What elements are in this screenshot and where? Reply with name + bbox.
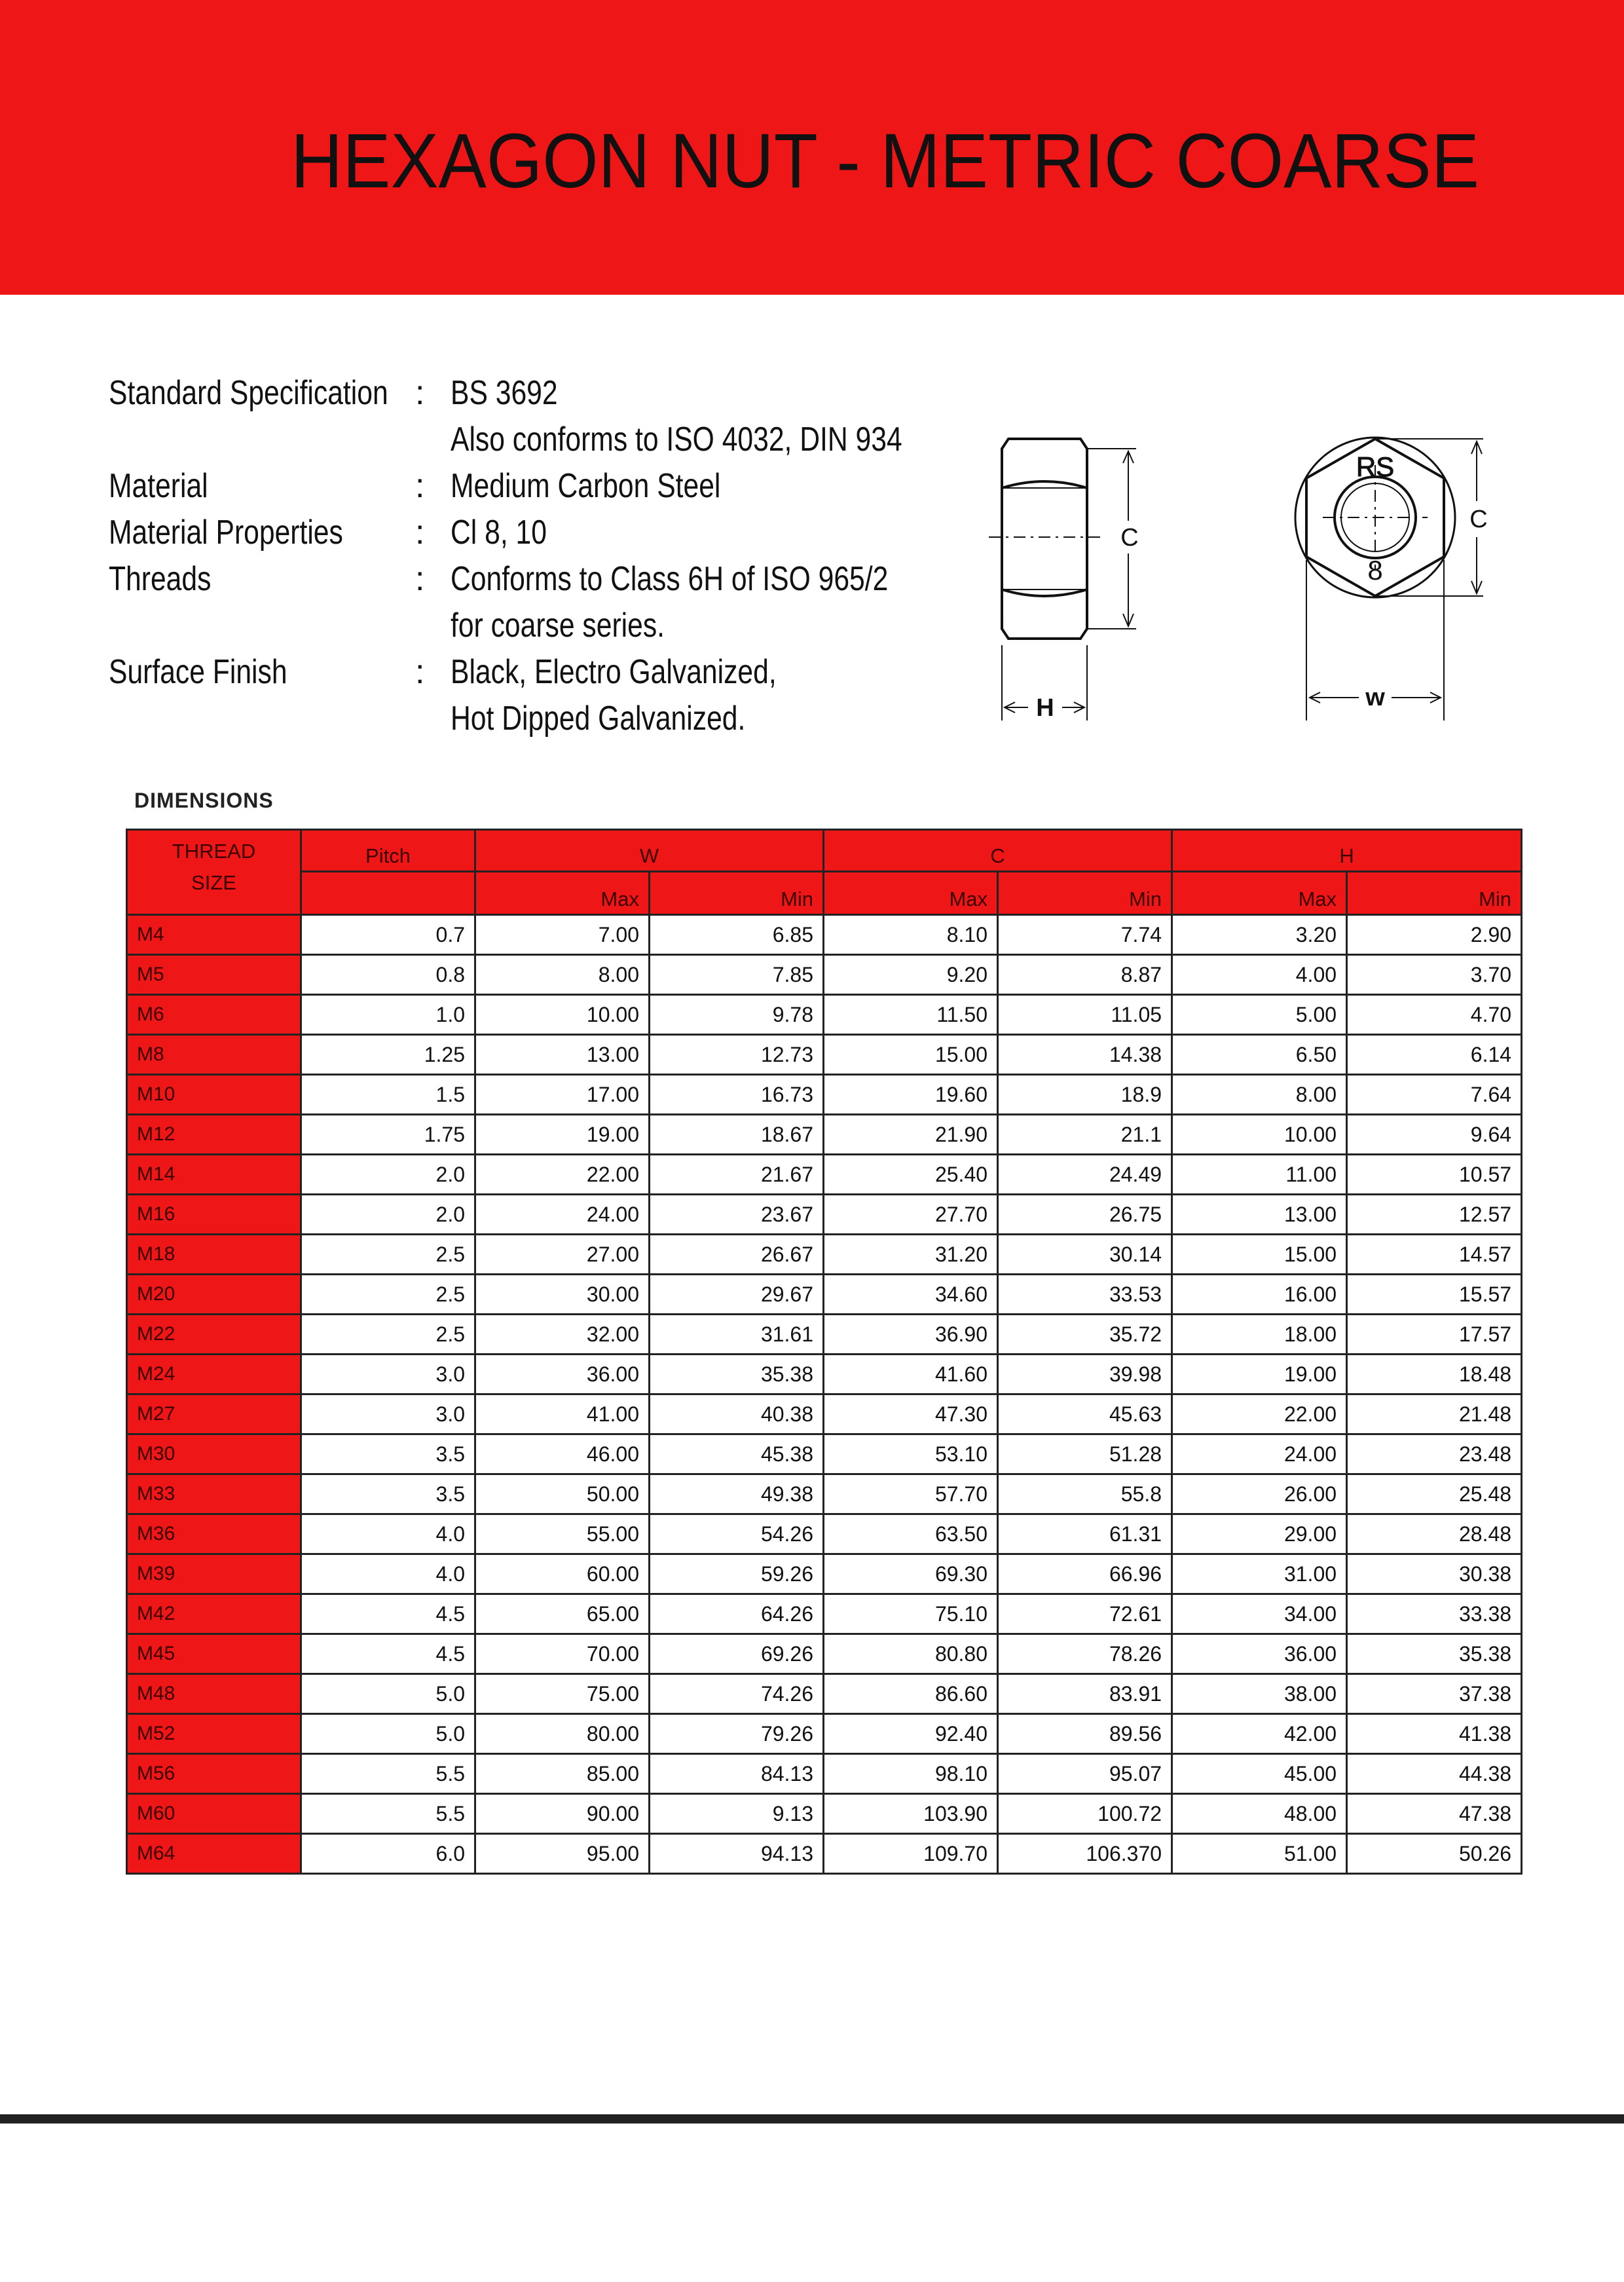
c-min-cell: 45.63 [998,1394,1172,1434]
c-max-cell: 41.60 [824,1355,998,1394]
h-min-cell: 50.26 [1347,1834,1522,1874]
h-min-cell: 7.64 [1347,1075,1522,1115]
table-row [127,1634,1522,1674]
thread-size-cell: M12 [127,1115,301,1155]
side-view [989,439,1139,720]
h-min-cell: 30.38 [1347,1554,1522,1594]
table-row [127,995,1522,1035]
w-max-cell: 13.00 [475,1035,650,1075]
h-max-cell: 5.00 [1172,995,1347,1035]
w-min-cell: 74.26 [650,1674,824,1714]
c-max-cell: 27.70 [824,1195,998,1235]
table-row [127,1434,1522,1474]
pitch-cell: 4.0 [301,1554,475,1594]
h-min-cell: 15.57 [1347,1275,1522,1315]
c-max-header: Max [824,872,998,915]
h-min-cell: 17.57 [1347,1315,1522,1355]
w-max-cell: 10.00 [475,995,650,1035]
table-row [127,1035,1522,1075]
w-min-cell: 49.38 [650,1474,824,1514]
spec-colon: : [415,374,425,412]
c-min-cell: 72.61 [998,1594,1172,1634]
w-min-cell: 45.38 [650,1434,824,1474]
c-min-cell: 78.26 [998,1634,1172,1674]
w-min-cell: 7.85 [650,955,824,995]
c-header: C [824,830,1172,872]
h-min-cell: 33.38 [1347,1594,1522,1634]
c-max-cell: 47.30 [824,1394,998,1434]
h-min-cell: 3.70 [1347,955,1522,995]
w-max-cell: 85.00 [475,1754,650,1794]
w-max-cell: 46.00 [475,1434,650,1474]
c-max-cell: 109.70 [824,1834,998,1874]
spec-label: Surface Finish [109,653,287,691]
pitch-cell: 1.75 [301,1115,475,1155]
spec-label: Material [109,467,208,505]
w-max-cell: 19.00 [475,1115,650,1155]
h-max-cell: 19.00 [1172,1355,1347,1394]
thread-size-cell: M56 [127,1754,301,1794]
thread-size-cell: M24 [127,1355,301,1394]
c-max-cell: 36.90 [824,1315,998,1355]
thread-size-cell: M60 [127,1794,301,1834]
h-max-cell: 18.00 [1172,1315,1347,1355]
c-max-cell: 34.60 [824,1275,998,1315]
w-min-cell: 29.67 [650,1275,824,1315]
spec-row [109,556,960,603]
thread-size-cell: M5 [127,955,301,995]
table-row [127,1474,1522,1514]
w-max-cell: 90.00 [475,1794,650,1834]
thread-size-cell: M45 [127,1634,301,1674]
h-max-cell: 10.00 [1172,1115,1347,1155]
table-subheader-row [127,872,1522,915]
w-max-cell: 75.00 [475,1674,650,1714]
spec-row [109,649,960,696]
w-max-cell: 32.00 [475,1315,650,1355]
table-header-row [127,830,1522,872]
table-row [127,1754,1522,1794]
h-min-cell: 44.38 [1347,1754,1522,1794]
pitch-header: Pitch [301,830,475,872]
c-min-cell: 83.91 [998,1674,1172,1714]
table-row [127,1115,1522,1155]
h-max-cell: 38.00 [1172,1674,1347,1714]
thread-size-cell: M39 [127,1554,301,1594]
w-max-cell: 17.00 [475,1075,650,1115]
c-max-cell: 103.90 [824,1794,998,1834]
table-row [127,1554,1522,1594]
w-max-cell: 95.00 [475,1834,650,1874]
c-max-cell: 9.20 [824,955,998,995]
table-row [127,1594,1522,1634]
c-min-cell: 39.98 [998,1355,1172,1394]
h-max-cell: 15.00 [1172,1235,1347,1275]
pitch-cell: 0.7 [301,915,475,955]
spec-value: for coarse series. [451,607,665,645]
pitch-cell: 2.5 [301,1235,475,1275]
w-min-cell: 84.13 [650,1754,824,1794]
pitch-cell: 4.0 [301,1514,475,1554]
specification-list [109,370,960,742]
table-row [127,1235,1522,1275]
table-row [127,955,1522,995]
c-max-cell: 63.50 [824,1514,998,1554]
spec-colon: : [415,514,425,552]
c-max-cell: 11.50 [824,995,998,1035]
h-min-cell: 35.38 [1347,1634,1522,1674]
c-max-cell: 98.10 [824,1754,998,1794]
h-min-cell: 9.64 [1347,1115,1522,1155]
w-max-cell: 22.00 [475,1155,650,1195]
c-max-cell: 53.10 [824,1434,998,1474]
thread-size-cell: M36 [127,1514,301,1554]
h-min-cell: 41.38 [1347,1714,1522,1754]
pitch-cell: 3.0 [301,1355,475,1394]
w-min-cell: 69.26 [650,1634,824,1674]
w-min-cell: 9.13 [650,1794,824,1834]
h-min-cell: 6.14 [1347,1035,1522,1075]
spec-label: Threads [109,560,212,598]
w-max-cell: 7.00 [475,915,650,955]
pitch-cell: 1.5 [301,1075,475,1115]
c-min-cell: 11.05 [998,995,1172,1035]
c-min-cell: 14.38 [998,1035,1172,1075]
spec-row [109,417,960,463]
pitch-cell: 2.0 [301,1195,475,1235]
w-max-cell: 24.00 [475,1195,650,1235]
h-min-cell: 37.38 [1347,1674,1522,1714]
thread-size-cell: M30 [127,1434,301,1474]
h-max-cell: 8.00 [1172,1075,1347,1115]
c-max-cell: 19.60 [824,1075,998,1115]
page-title: HEXAGON NUT - METRIC COARSE [291,118,1479,204]
spec-colon: : [415,467,425,505]
thread-size-cell: M14 [127,1155,301,1195]
table-row [127,1674,1522,1714]
head-marking-bottom: 8 [1367,555,1383,586]
h-min-header: Min [1347,872,1522,915]
title-banner [0,0,1624,295]
thread-size-header-line2: SIZE [191,871,236,894]
thread-size-cell: M8 [127,1035,301,1075]
w-min-cell: 64.26 [650,1594,824,1634]
h-max-cell: 51.00 [1172,1834,1347,1874]
spec-value: Hot Dipped Galvanized. [451,700,746,738]
c-max-cell: 86.60 [824,1674,998,1714]
w-max-cell: 41.00 [475,1394,650,1434]
table-row [127,1195,1522,1235]
h-min-cell: 23.48 [1347,1434,1522,1474]
h-max-cell: 16.00 [1172,1275,1347,1315]
front-w-label: w [1365,684,1385,711]
h-min-cell: 2.90 [1347,915,1522,955]
thread-size-cell: M22 [127,1315,301,1355]
thread-size-header-line1: THREAD [172,840,256,863]
w-min-cell: 26.67 [650,1235,824,1275]
c-max-cell: 75.10 [824,1594,998,1634]
hex-nut-diagram [989,422,1526,730]
w-min-cell: 79.26 [650,1714,824,1754]
table-row [127,1155,1522,1195]
c-min-cell: 89.56 [998,1714,1172,1754]
h-max-cell: 6.50 [1172,1035,1347,1075]
side-h-label: H [1036,694,1054,722]
w-max-cell: 55.00 [475,1514,650,1554]
thread-size-cell: M52 [127,1714,301,1754]
w-min-cell: 18.67 [650,1115,824,1155]
table-row [127,1075,1522,1115]
w-min-cell: 12.73 [650,1035,824,1075]
w-min-cell: 9.78 [650,995,824,1035]
h-max-cell: 31.00 [1172,1554,1347,1594]
spec-row [109,696,960,742]
c-min-cell: 66.96 [998,1554,1172,1594]
thread-size-cell: M10 [127,1075,301,1115]
w-max-cell: 30.00 [475,1275,650,1315]
w-max-cell: 8.00 [475,955,650,995]
c-min-cell: 51.28 [998,1434,1172,1474]
pitch-cell: 1.25 [301,1035,475,1075]
w-max-header: Max [475,872,650,915]
c-min-cell: 8.87 [998,955,1172,995]
w-header: W [475,830,824,872]
dimensions-heading: DIMENSIONS [134,789,274,812]
c-max-cell: 21.90 [824,1115,998,1155]
h-min-cell: 4.70 [1347,995,1522,1035]
spec-value: Medium Carbon Steel [451,467,721,505]
thread-size-cell: M18 [127,1235,301,1275]
pitch-cell: 2.5 [301,1275,475,1315]
h-min-cell: 14.57 [1347,1235,1522,1275]
table-row [127,1394,1522,1434]
pitch-cell: 3.5 [301,1434,475,1474]
c-min-cell: 7.74 [998,915,1172,955]
w-min-cell: 16.73 [650,1075,824,1115]
c-max-cell: 80.80 [824,1634,998,1674]
table-row [127,1315,1522,1355]
c-max-cell: 92.40 [824,1714,998,1754]
thread-size-cell: M64 [127,1834,301,1874]
pitch-cell: 0.8 [301,955,475,995]
pitch-cell: 5.0 [301,1674,475,1714]
table-row [127,1714,1522,1754]
h-max-cell: 42.00 [1172,1714,1347,1754]
c-max-cell: 15.00 [824,1035,998,1075]
w-min-header: Min [650,872,824,915]
c-max-cell: 69.30 [824,1554,998,1594]
h-header: H [1172,830,1522,872]
thread-size-cell: M27 [127,1394,301,1434]
table-body [127,915,1522,1874]
h-min-cell: 47.38 [1347,1794,1522,1834]
thread-size-cell: M16 [127,1195,301,1235]
w-min-cell: 40.38 [650,1394,824,1434]
w-min-cell: 94.13 [650,1834,824,1874]
w-min-cell: 21.67 [650,1155,824,1195]
pitch-cell: 6.0 [301,1834,475,1874]
h-min-cell: 18.48 [1347,1355,1522,1394]
c-min-cell: 55.8 [998,1474,1172,1514]
h-max-cell: 48.00 [1172,1794,1347,1834]
w-max-cell: 60.00 [475,1554,650,1594]
pitch-cell: 4.5 [301,1634,475,1674]
w-min-cell: 6.85 [650,915,824,955]
h-max-cell: 13.00 [1172,1195,1347,1235]
w-max-cell: 65.00 [475,1594,650,1634]
pitch-cell: 3.0 [301,1394,475,1434]
spec-row [109,510,960,556]
head-marking-top: RS [1356,451,1395,482]
thread-size-header [127,830,301,915]
w-min-cell: 59.26 [650,1554,824,1594]
h-max-cell: 24.00 [1172,1434,1347,1474]
h-min-cell: 21.48 [1347,1394,1522,1434]
front-c-label: C [1469,506,1488,533]
side-c-label: C [1120,524,1139,552]
table-row [127,1834,1522,1874]
w-max-cell: 70.00 [475,1634,650,1674]
pitch-cell: 5.0 [301,1714,475,1754]
c-max-cell: 31.20 [824,1235,998,1275]
h-max-cell: 22.00 [1172,1394,1347,1434]
h-max-cell: 45.00 [1172,1754,1347,1794]
spec-value: Also conforms to ISO 4032, DIN 934 [451,421,902,458]
pitch-subheader [301,872,475,915]
pitch-cell: 5.5 [301,1794,475,1834]
dimensions-table [126,829,1522,1875]
table-row [127,1355,1522,1394]
thread-size-cell: M33 [127,1474,301,1514]
pitch-cell: 2.0 [301,1155,475,1195]
h-max-cell: 34.00 [1172,1594,1347,1634]
spec-value: Cl 8, 10 [451,514,547,552]
pitch-cell: 2.5 [301,1315,475,1355]
thread-size-cell: M20 [127,1275,301,1315]
c-min-cell: 95.07 [998,1754,1172,1794]
h-max-cell: 26.00 [1172,1474,1347,1514]
spec-label: Material Properties [109,514,343,552]
c-min-cell: 21.1 [998,1115,1172,1155]
w-max-cell: 80.00 [475,1714,650,1754]
bottom-rule [0,2114,1624,2123]
table-row [127,915,1522,955]
pitch-cell: 5.5 [301,1754,475,1794]
w-max-cell: 27.00 [475,1235,650,1275]
c-min-cell: 106.370 [998,1834,1172,1874]
w-min-cell: 54.26 [650,1514,824,1554]
c-min-cell: 30.14 [998,1235,1172,1275]
h-max-cell: 3.20 [1172,915,1347,955]
c-min-cell: 24.49 [998,1155,1172,1195]
spec-label: Standard Specification [109,374,388,412]
spec-value: Conforms to Class 6H of ISO 965/2 [451,560,889,598]
thread-size-cell: M42 [127,1594,301,1634]
c-max-cell: 8.10 [824,915,998,955]
h-min-cell: 10.57 [1347,1155,1522,1195]
spec-row [109,463,960,510]
c-min-cell: 18.9 [998,1075,1172,1115]
spec-colon: : [415,653,425,691]
h-max-cell: 29.00 [1172,1514,1347,1554]
w-min-cell: 23.67 [650,1195,824,1235]
c-min-cell: 26.75 [998,1195,1172,1235]
pitch-cell: 4.5 [301,1594,475,1634]
pitch-cell: 1.0 [301,995,475,1035]
pitch-cell: 3.5 [301,1474,475,1514]
thread-size-cell: M4 [127,915,301,955]
h-min-cell: 25.48 [1347,1474,1522,1514]
table-row [127,1514,1522,1554]
h-max-cell: 4.00 [1172,955,1347,995]
c-min-cell: 61.31 [998,1514,1172,1554]
w-max-cell: 50.00 [475,1474,650,1514]
h-max-cell: 11.00 [1172,1155,1347,1195]
c-min-cell: 100.72 [998,1794,1172,1834]
c-max-cell: 25.40 [824,1155,998,1195]
w-min-cell: 35.38 [650,1355,824,1394]
c-min-cell: 35.72 [998,1315,1172,1355]
w-min-cell: 31.61 [650,1315,824,1355]
h-min-cell: 12.57 [1347,1195,1522,1235]
h-max-cell: 36.00 [1172,1634,1347,1674]
spec-row [109,370,960,417]
table-row [127,1794,1522,1834]
spec-value: BS 3692 [451,374,558,412]
c-min-cell: 33.53 [998,1275,1172,1315]
spec-row [109,603,960,649]
c-min-header: Min [998,872,1172,915]
h-max-header: Max [1172,872,1347,915]
spec-value: Black, Electro Galvanized, [451,653,777,691]
table-row [127,1275,1522,1315]
thread-size-cell: M48 [127,1674,301,1714]
w-max-cell: 36.00 [475,1355,650,1394]
spec-colon: : [415,560,425,598]
thread-size-cell: M6 [127,995,301,1035]
h-min-cell: 28.48 [1347,1514,1522,1554]
c-max-cell: 57.70 [824,1474,998,1514]
